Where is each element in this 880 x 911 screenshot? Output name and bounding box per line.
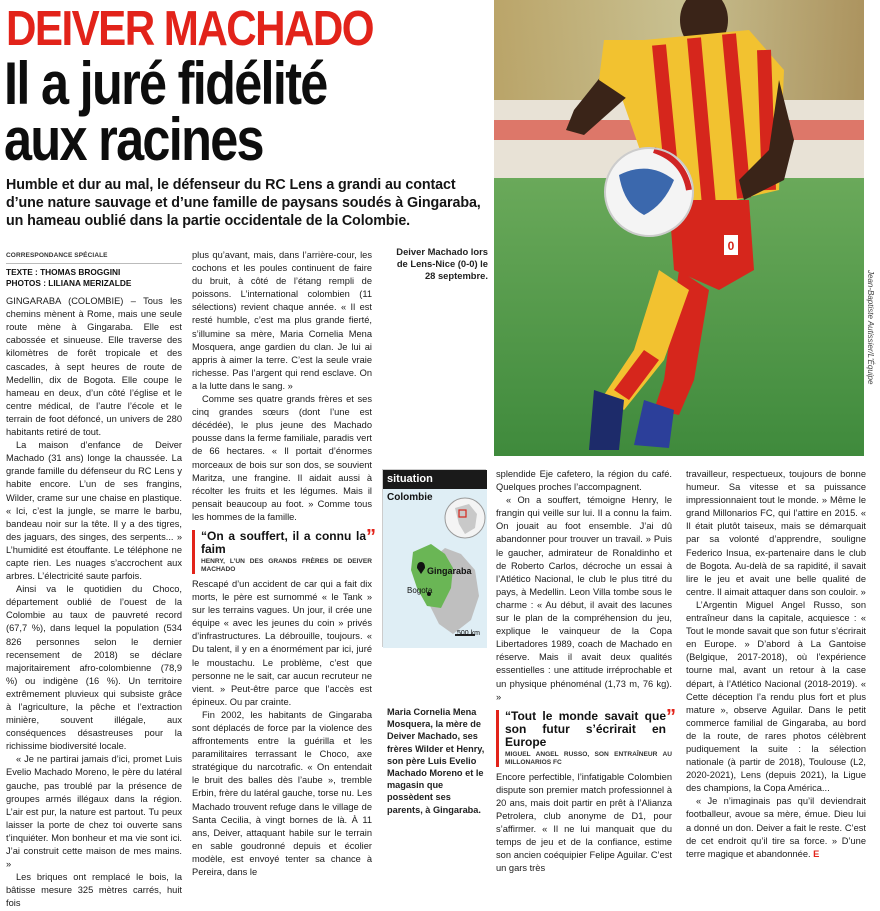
paragraph: Comme ses quatre grands frères et ses cinq grandes sœurs (dont l’une est décédée), le plus jeune des Machado pousse dans la ferme familiale, paradis vert de 66 hectares. « Il portait d’énormes morceaux de bois sur son dos, se souvient Maritza, une frangine. Il aidait aussi à récolter les fruits et les légumes. Mais il pensait beaucoup au foot. » Comme tous les hommes de la famille.: [192, 394, 372, 522]
shorts-number: 0: [727, 239, 735, 253]
paragraph: « Je ne partirai jamais d’ici, promet Luis Evelio Machado Moreno, le père du latéral gauche, pas troublé par la présence de groupes armés illégaux dans la région. L’air est pur, la nature est partout. Tu peux laisser la porte de chez toi ouverte sans t’inquiéter. Mon bonheur et ma vie sont ici. J’ai construit cette maison de mes mains. »: [6, 754, 182, 870]
paragraph: Encore perfectible, l’infatigable Colombien dispute son premier match professionnel à 20 ans, mais doit partir en prêt à l’Alianza Petrolera, club anonyme de D1, pour s’affirmer. « Il ne lui manquait que du temps de jeu et de la confiance, estime son ancien coéquipier Felipe Aguilar. C’est un gars très: [496, 771, 672, 874]
paragraph: Ainsi va le quotidien du Choco, département oublié de l’ouest de la Colombie au taux de pauvreté record (67,7 %), dans lequel la population (534 826 personnes selon le dernier recensement de 2018) se déclare majoritairement afro-colombienne (78,9 %) ou indigène (16 %). Un territoire extrêmement pluvieux qui subsiste grâce à l’agriculture, la pêche et l’extraction minière, souvent illégale, aux conséquences désastreuses pour la richissime biodiversité locale.: [6, 584, 182, 752]
map-country-label: Colombie: [387, 492, 433, 503]
byline-photos: PHOTOS : LILIANA MERIZALDE: [6, 278, 132, 289]
quote-mark-icon: ”: [366, 525, 372, 548]
map-heading: situation: [383, 470, 487, 489]
map-village-label: Gingaraba: [427, 566, 472, 576]
pull-quote-attribution: MIGUEL ANGEL RUSSO, SON ENTRAÎNEUR AU MILLONARIOS FC: [505, 750, 672, 766]
photo-credit: Jean-Baptiste Autissier/L’Équipe: [866, 270, 875, 385]
column-3: [496, 468, 672, 875]
pull-quote-1: [192, 525, 372, 574]
paragraph: Rescapé d’un accident de car qui a fait dix morts, le père est surnommé « le Tank » sur les terrains vagues. Un jour, il crée une équipe « avec les jeunes du coin » privés d’infrastructures. La débrouille, toujours. « Du talent, il y en a énormément par ici, juré le moustachu. Le problème, c’est que personne ne le sait, car aucun recruteur ne vient. » Peut-être parce que l’accès est épineux. Ou par crainte.: [192, 578, 372, 707]
paragraph-text: « Je n’imaginais pas qu’il deviendrait footballeur, avoue sa mère, émue. Dieu lui a donné un don. Deiver a fait le reste. C’est de cet endroit qu’il tire sa force. » D’une terre magique et abandonnée.: [686, 796, 866, 859]
paragraph: splendide Eje cafetero, la région du café. Quelques proches l’accompagnent.: [496, 469, 672, 493]
map-capital-label: Bogota: [407, 586, 433, 595]
player-illustration: [494, 0, 864, 456]
headline: [4, 50, 327, 173]
map-scale-label: 500 km: [457, 630, 480, 637]
standfirst: Humble et dur au mal, le défenseur du RC Lens a grandi au contact d’une nature sauvage et d’une famille de paysans soudés à Gingaraba, un hameau oublié dans la partie occidentale de la Colombie.: [6, 177, 481, 229]
end-mark-icon: E: [813, 848, 820, 859]
paragraph: « On a souffert, témoigne Henry, le frangin qui veille sur lui. Il a connu la faim. On jouait au foot ensemble. J’ai dû abandonner pour trouver un travail. » Puis le gaucher, admirateur de Ronaldinho et de Roberto Carlos, décroche un essai à l’Atlético Nacional, le club le plus titré du pays, à Medellin. Leon Villa tombe sous le charme : « Au début, il avait des lacunes sur le plan de la compréhension du jeu, explique le vainqueur de la Copa Libertadores 1989, coach de Machado en réserve. Mais il avait deux qualités essentielles : une attitude irréprochable et un physique phénoménal (1,73 m, 76 kg). »: [496, 495, 672, 702]
headline-line-1: Il a juré fidélité: [4, 50, 327, 117]
pull-quote-text: “On a souffert, il a connu la faim: [201, 528, 366, 556]
headline-line-2: aux racines: [4, 106, 263, 173]
paragraph: travailleur, respectueux, toujours de bonne humeur. Sa vitesse et sa puissance impressionnaient tout le monde. » Même le grand Millonarios FC, qui l’attire en 2015. « Il était plutôt taiseux, mais se démarquait par sa volonté d’apprendre, souligne Federico Insua, ex-partenaire dans le club de Bogota. Au-delà de sa rapidité, il savait lire le jeu et avait une belle qualité de centre. Il aimait attaquer dans son couloir. »: [686, 469, 866, 597]
paragraph: L’Argentin Miguel Angel Russo, son entraîneur dans la capitale, acquiesce : « Tout le monde savait que son futur s’écrirait en Europe. » D’abord à La Gantoise (Belgique, 2017-2018), où l’expérience tourne mal, avant un retour à la case départ, à l’Atlético Nacional (2018-2019). « Cette déception l’a rendu plus fort et plus mature », observe Aguilar. Dans le petit commerce familial de Gingaraba, au bord de la route, de rares photos célèbrent pudiquement la suite : la sélection nationale (à partir de 2018), Toulouse (L2, 2020-2021), Lens (depuis 2021), la Ligue des champions, la Copa América...: [686, 599, 866, 794]
column-4: [686, 468, 866, 861]
pull-quote-attribution: HENRY, L’UN DES GRANDS FRÈRES DE DEIVER MACHADO: [201, 557, 372, 573]
pull-quote-2: [496, 705, 672, 767]
column-2: [192, 249, 372, 879]
paragraph: GINGARABA (COLOMBIE) – Tous les chemins mènent à Rome, mais une seule route mène à Gingaraba. Elle est cabossée et sinueuse. Elle traverse des kilomètres de forêt tropicale et des cascades, à sept heures de route de Medellin, dix de Bogota. Elle coupe le hameau en deux, d’un côté l’église et le centre médical, de l’autre l’école et le terrain de foot défoncé, un univers de 280 habitants retiré de tout.: [6, 296, 182, 438]
column-1: [6, 249, 182, 911]
pull-quote-text: “Tout le monde savait que son futur s’écrirait en Europe: [505, 708, 666, 749]
paragraph: [686, 795, 866, 860]
byline-text: TEXTE : THOMAS BROGGINI: [6, 267, 121, 278]
paragraph: Les briques ont remplacé le bois, la bâtisse mesure 325 mètres carrés, huit fois: [6, 872, 182, 909]
photo-caption: Deiver Machado lors de Lens-Nice (0-0) le 28 septembre.: [396, 246, 488, 281]
family-caption: Maria Cornelia Mena Mosquera, la mère de Deiver Machado, ses frères Wilder et Henry, son père Luis Evelio Machado Moreno et le magasin que possèdent ses parents, à Gingaraba.: [387, 707, 485, 815]
situation-map: [382, 469, 486, 647]
paragraph: Fin 2002, les habitants de Gingaraba sont déplacés de force par la violence des affrontements entre la guérilla et les paramilitaires terrassant le Choco, axe stratégique du narcotrafic. « On entendait le bruit des balles dès l’aube », tremble Erbin, frère du latéral gauche, torse nu. Les Machado trouvent refuge dans le village de Santa Cecilia, à vingt bornes de là. À 11 ans, Deiver, attaquant habile sur le terrain en sable goudronné depuis et écolier modèle, est envoyé tenter sa chance à Pereira, dans le: [192, 709, 372, 878]
player-photo: [494, 0, 864, 456]
byline: [6, 267, 182, 289]
paragraph: plus qu’avant, mais, dans l’arrière-cour, les cochons et les poules continuent de faire du bruit, à côté de l’étang rempli de poissons. L’international colombien (11 sélections) revient chaque année. « Il est resté humble, c’est ma plus grande fierté, s’illumine sa mère, Maria Cornelia Mena Mosquera, ange gardien du clan. Je lui ai appris à aimer la terre. C’est la seule vraie richesse. Pas l’argent qui rend esclave. On a la lutte dans le sang. »: [192, 250, 372, 391]
section-tag: CORRESPONDANCE SPÉCIALE: [6, 249, 182, 264]
paragraph: La maison d’enfance de Deiver Machado (31 ans) longe la chaussée. La grande famille du défenseur du RC Lens y habite encore. L’un de ses frangins, Wilder, crame sur une chaise en plastique. « Ici, c’est la jungle, se marre le barbu, bandeau noir sur la tête. Il y a des tigres, des jaguars, des singes, des serpents... » L’humidité est étouffante. Le téléphone ne capte rien. Les nuages s’accrochent aux arbres. L’électricité saute parfois.: [6, 440, 182, 582]
quote-mark-icon: ”: [666, 705, 672, 728]
kicker: DEIVER MACHADO: [6, 2, 373, 56]
